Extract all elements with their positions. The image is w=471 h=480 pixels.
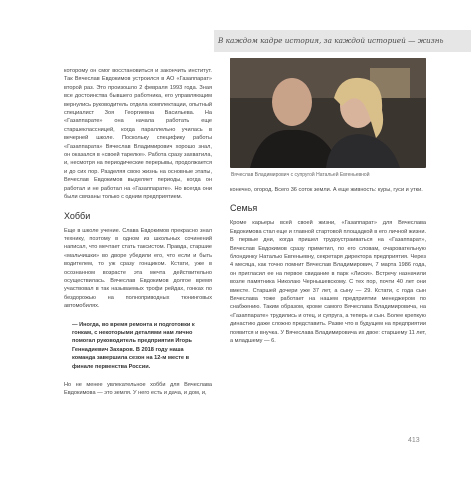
page-number: 413 <box>408 437 420 444</box>
left-column <box>64 67 212 401</box>
pull-quote: — Иногда, во время ремонта и подготовки к гонкам, с некоторыми деталями нам лично помогал руководитель предприятия Игорь Геннадиевич Захаров. В 2018 году наша команда завершила сезон на 12-м месте в финале первенства России. <box>72 321 195 370</box>
couple-photo <box>230 58 426 168</box>
hobby-paragraph: Еще в школе учение. Слава Евдокимов прекрасно знал технику, поэтому в одном из школьных сочинений написал, что мечтает стать таксистом. Правда, старшие «мальчишки» во дворе убедили его, что если и быть водителем, то уж сразу гонщиком. Кстати, уже в осознанном возрасте эта мечта действительно осуществилась. Вячеслав Евдокимов долгое время участвовал в так называемых трофи рейдах, гонках по бездорожью на полноприводных тюнинговых автомобилях. <box>64 227 212 310</box>
closing-paragraph: Но не менее увлекательное хобби для Вячеслава Евдокимова — это земля. У него есть и дача, и дом, и, <box>64 382 212 397</box>
family-heading: Семья <box>230 203 258 214</box>
right-column <box>230 186 426 349</box>
running-header: В каждом кадре история, за каждой историей — жизнь <box>218 36 444 45</box>
hobby-heading: Хобби <box>64 210 91 221</box>
photo-caption: Вячеслав Владимирович с супругой Натальей Евгеньевной <box>231 172 370 178</box>
intro-paragraph: которому он смог восстановиться и закончить институт. Так Вячеслав Евдокимов устроился в АО «Газаппарат» второй раз. Это произошло 2 февраля 1993 года. Зная все достоинства бывшего работника, его управляющим вернулись руководитель отдела комплектации, опытный специалист Зоя Георгиевна Васильева. На «Газаппарате» она начала работать еще старшеклассницей, когда параллельно училась в вечерней школе. Поскольку специфику работы «Газаппарата» Вячеслав Владимирович хорошо знал, он оказался в «своей тарелке». Работа сразу захватила, и, несмотря на периодические перерывы, продолжается и до сих пор. Разделяя свою жизнь на основные этапы, Вячеслав Евдокимов выделяет периоды, когда он работал и не работал на «Газаппарате». Но всегда они были связаны только с одним предприятием. <box>64 68 212 201</box>
couple-photo-illustration <box>230 58 426 168</box>
continuation-paragraph: конечно, огород. Всего 36 соток земли. А еще живность: куры, гуси и утки. <box>230 187 423 193</box>
family-paragraph: Кроме карьеры всей своей жизни, «Газаппарат» для Вячеслава Евдокимова стал еще и главной стартовой площадкой в его личной жизни. В первые дни, когда пришел трудоустраиваться на «Газаппарат», Вячеслав Евдокимов сразу приметил, по его словам, очаровательную блондинку Наталью Евгеньевну, секретаря директора предприятия. Через 4 месяца, как точно помнит Вячеслав Владимирович, 7 марта 1986 года, он пригласил ее на первое свидание в парк «Лиски». Встречу назначили возле памятника Николаю Чернышевскому. С тех пор, почти 40 лет они вместе. Старшей дочери уже 37 лет, а сыну — 29. Кстати, с года сын Вячеслава тоже работает на нашем предприятии менеджером по снабжению. Таким образом, кроме самого Вячеслава Владимировича, на «Газаппарате» трудились и отец, и супруга, а теперь и сын. Более крепкую династию даже сложно представить. Разве что в будущем на предприятии появится и внучка. У Вячеслава Владимировича их двое: старшему 11 лет, а младшему — 6. <box>230 220 426 345</box>
